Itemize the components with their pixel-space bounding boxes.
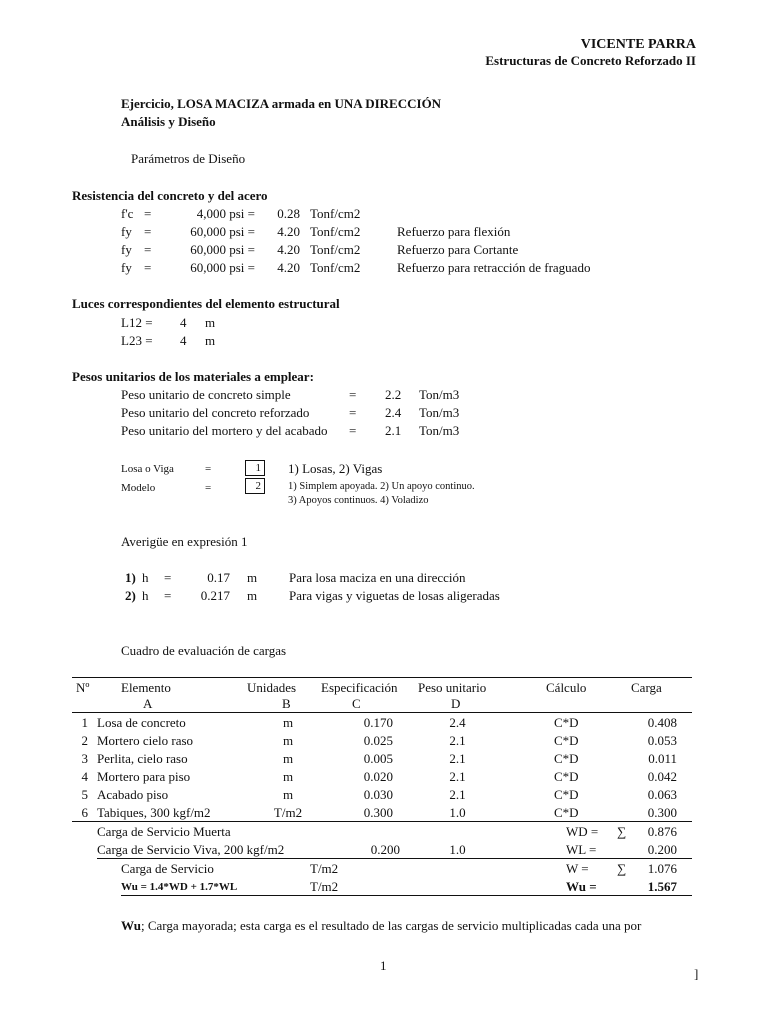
- row-specification: 0.025: [363, 733, 393, 748]
- equals-sign: =: [144, 260, 152, 275]
- row-number: 4: [81, 769, 88, 784]
- design-params-label: Parámetros de Diseño: [131, 151, 246, 166]
- row-load: 0.053: [647, 733, 677, 748]
- row-element: Tabiques, 300 kgf/m2: [97, 805, 211, 820]
- row-specification: 0.005: [363, 751, 393, 766]
- exercise-subtitle: Análisis y Diseño: [121, 114, 216, 129]
- strength-symbol: fy: [121, 242, 132, 257]
- span-value: 4: [180, 333, 187, 348]
- height-unit: m: [247, 588, 258, 603]
- modelo-value: 2: [255, 480, 261, 492]
- col-header-units: Unidades: [247, 680, 297, 695]
- row-specification: 0.170: [363, 715, 393, 730]
- course-name: Estructuras de Concreto Reforzado II: [485, 53, 696, 68]
- strength-unit: Tonf/cm2: [310, 242, 361, 257]
- weights-heading: Pesos unitarios de los materiales a emplear:: [72, 369, 314, 384]
- service-load-unit: T/m2: [310, 861, 339, 876]
- weight-value: 2.1: [385, 423, 402, 438]
- losa-viga-description: 1) Losas, 2) Vigas: [288, 461, 383, 476]
- row-load: 0.408: [647, 715, 677, 730]
- exercise-title: Ejercicio, LOSA MACIZA armada en UNA DIRECCIÓN: [121, 96, 442, 111]
- author-name: VICENTE PARRA: [580, 37, 696, 52]
- live-load-specification: 0.200: [370, 842, 400, 857]
- row-number: 5: [81, 787, 88, 802]
- row-calculation: C*D: [554, 733, 579, 748]
- row-element: Mortero cielo raso: [97, 733, 194, 748]
- span-label: L12 =: [121, 315, 153, 330]
- height-number: 1): [125, 570, 136, 585]
- strength-value: 4.20: [277, 260, 300, 275]
- strength-symbol: f'c: [121, 206, 134, 221]
- strength-symbol: fy: [121, 260, 132, 275]
- col-header-element: Elemento: [121, 680, 171, 695]
- weight-value: 2.4: [385, 405, 402, 420]
- page-number: 1: [380, 958, 387, 973]
- row-units: T/m2: [273, 805, 303, 820]
- span-unit: m: [205, 333, 216, 348]
- col-header-load: Carga: [631, 680, 662, 695]
- row-calculation: C*D: [554, 751, 579, 766]
- footnote: [121, 918, 641, 933]
- equals-sign: =: [144, 206, 152, 221]
- row-load: 0.011: [648, 751, 677, 766]
- row-number: 3: [81, 751, 88, 766]
- strength-unit: Tonf/cm2: [310, 260, 361, 275]
- service-load-symbol: W =: [566, 861, 589, 876]
- table-bottom-rule: [121, 895, 692, 896]
- col-letter-d: D: [451, 696, 461, 711]
- modelo-description-2: 3) Apoyos continuos. 4) Voladizo: [288, 495, 429, 506]
- dead-load-symbol: WD =: [566, 824, 599, 839]
- row-calculation: C*D: [554, 769, 579, 784]
- equals-sign: =: [349, 423, 357, 438]
- row-units: m: [282, 715, 294, 730]
- strength-symbol: fy: [121, 224, 132, 239]
- dead-load-value: 0.876: [647, 824, 677, 839]
- weight-label: Peso unitario del mortero y del acabado: [121, 423, 328, 438]
- col-letter-c: C: [352, 696, 361, 711]
- equals-sign: =: [205, 482, 212, 494]
- losa-viga-label: Losa o Viga: [121, 463, 174, 475]
- factored-load-symbol: Wu =: [566, 879, 597, 894]
- span-label: L23 =: [121, 333, 153, 348]
- span-unit: m: [205, 315, 216, 330]
- weight-unit: Ton/m3: [419, 405, 460, 420]
- strength-psi: 60,000 psi =: [190, 260, 255, 275]
- factored-load-formula: Wu = 1.4*WD + 1.7*WL: [121, 881, 238, 893]
- strength-psi: 60,000 psi =: [190, 224, 255, 239]
- row-unit-weight: 2.1: [449, 751, 466, 766]
- strength-note: Refuerzo para retracción de fraguado: [397, 260, 591, 275]
- row-load: 0.063: [647, 787, 677, 802]
- strength-value: 4.20: [277, 242, 300, 257]
- spans-heading: Luces correspondientes del elemento estructural: [72, 296, 340, 311]
- strength-value: 0.28: [277, 206, 300, 221]
- row-unit-weight: 2.1: [449, 769, 466, 784]
- height-unit: m: [247, 570, 258, 585]
- footnote-symbol: Wu: [121, 918, 141, 933]
- row-number: 1: [81, 715, 88, 730]
- row-unit-weight: 1.0: [449, 805, 466, 820]
- height-number: 2): [125, 588, 136, 603]
- span-value: 4: [180, 315, 187, 330]
- row-element: Losa de concreto: [97, 715, 186, 730]
- modelo-input[interactable]: [245, 478, 265, 494]
- height-value: 0.217: [200, 588, 230, 603]
- equals-sign: =: [144, 242, 152, 257]
- footnote-text: ; Carga mayorada; esta carga es el resultado de las cargas de servicio multiplicadas cada una por: [141, 918, 642, 933]
- col-header-specification: Especificación: [321, 680, 398, 695]
- table-header-rule: [72, 712, 692, 713]
- averigue-note: Averigüe en expresión 1: [121, 534, 248, 549]
- corner-mark: ]: [694, 966, 699, 981]
- weight-unit: Ton/m3: [419, 423, 460, 438]
- subtotal-rule: [97, 858, 692, 859]
- col-header-n: Nº: [76, 680, 90, 695]
- dead-load-label: Carga de Servicio Muerta: [97, 824, 231, 839]
- row-specification: 0.020: [363, 769, 393, 784]
- strength-note: Refuerzo para Cortante: [397, 242, 519, 257]
- weight-unit: Ton/m3: [419, 387, 460, 402]
- weight-label: Peso unitario del concreto reforzado: [121, 405, 310, 420]
- strength-psi: 60,000 psi =: [190, 242, 255, 257]
- col-letter-b: B: [282, 696, 291, 711]
- live-load-unit-weight: 1.0: [449, 842, 466, 857]
- row-units: m: [282, 733, 294, 748]
- row-calculation: C*D: [554, 787, 579, 802]
- factored-load-value: 1.567: [647, 879, 677, 894]
- table-top-rule: [72, 677, 692, 678]
- weight-label: Peso unitario de concreto simple: [121, 387, 291, 402]
- losa-viga-value: 1: [255, 462, 261, 474]
- equals-sign: =: [164, 588, 172, 603]
- sum-icon: ∑: [617, 861, 627, 876]
- losa-viga-input[interactable]: [245, 460, 265, 476]
- equals-sign: =: [349, 405, 357, 420]
- row-specification: 0.030: [363, 787, 393, 802]
- strength-psi: 4,000 psi =: [196, 206, 255, 221]
- col-header-calculation: Cálculo: [546, 680, 587, 695]
- service-load-value: 1.076: [647, 861, 677, 876]
- height-symbol: h: [142, 570, 149, 585]
- col-header-unit-weight: Peso unitario: [418, 680, 487, 695]
- row-units: m: [282, 751, 294, 766]
- row-unit-weight: 2.1: [449, 787, 466, 802]
- live-load-symbol: WL =: [566, 842, 597, 857]
- strength-value: 4.20: [277, 224, 300, 239]
- strength-note: Refuerzo para flexión: [397, 224, 511, 239]
- strength-unit: Tonf/cm2: [310, 224, 361, 239]
- row-specification: 0.300: [363, 805, 393, 820]
- strength-heading: Resistencia del concreto y del acero: [72, 188, 268, 203]
- equals-sign: =: [205, 463, 212, 475]
- row-number: 2: [81, 733, 88, 748]
- factored-load-unit: T/m2: [310, 879, 339, 894]
- row-units: m: [282, 787, 294, 802]
- row-unit-weight: 2.4: [449, 715, 466, 730]
- rows-bottom-rule: [72, 821, 692, 822]
- height-value: 0.17: [207, 570, 230, 585]
- height-description: Para vigas y viguetas de losas aligeradas: [289, 588, 500, 603]
- row-load: 0.300: [647, 805, 677, 820]
- live-load-label: Carga de Servicio Viva, 200 kgf/m2: [97, 842, 285, 857]
- weight-value: 2.2: [385, 387, 402, 402]
- col-letter-a: A: [143, 696, 153, 711]
- row-element: Acabado piso: [97, 787, 169, 802]
- sum-icon: ∑: [617, 824, 627, 839]
- equals-sign: =: [144, 224, 152, 239]
- equals-sign: =: [349, 387, 357, 402]
- row-number: 6: [81, 805, 88, 820]
- row-calculation: C*D: [554, 805, 579, 820]
- row-load: 0.042: [647, 769, 677, 784]
- modelo-description-1: 1) Simplem apoyada. 2) Un apoyo continuo.: [288, 481, 475, 492]
- loads-table-title: Cuadro de evaluación de cargas: [121, 643, 287, 658]
- row-element: Mortero para piso: [97, 769, 191, 784]
- live-load-value: 0.200: [647, 842, 677, 857]
- height-symbol: h: [142, 588, 149, 603]
- row-calculation: C*D: [554, 715, 579, 730]
- service-load-label: Carga de Servicio: [121, 861, 214, 876]
- height-description: Para losa maciza en una dirección: [289, 570, 466, 585]
- equals-sign: =: [164, 570, 172, 585]
- strength-unit: Tonf/cm2: [310, 206, 361, 221]
- row-units: m: [282, 769, 294, 784]
- modelo-label: Modelo: [121, 482, 156, 494]
- row-element: Perlita, cielo raso: [97, 751, 188, 766]
- row-unit-weight: 2.1: [449, 733, 466, 748]
